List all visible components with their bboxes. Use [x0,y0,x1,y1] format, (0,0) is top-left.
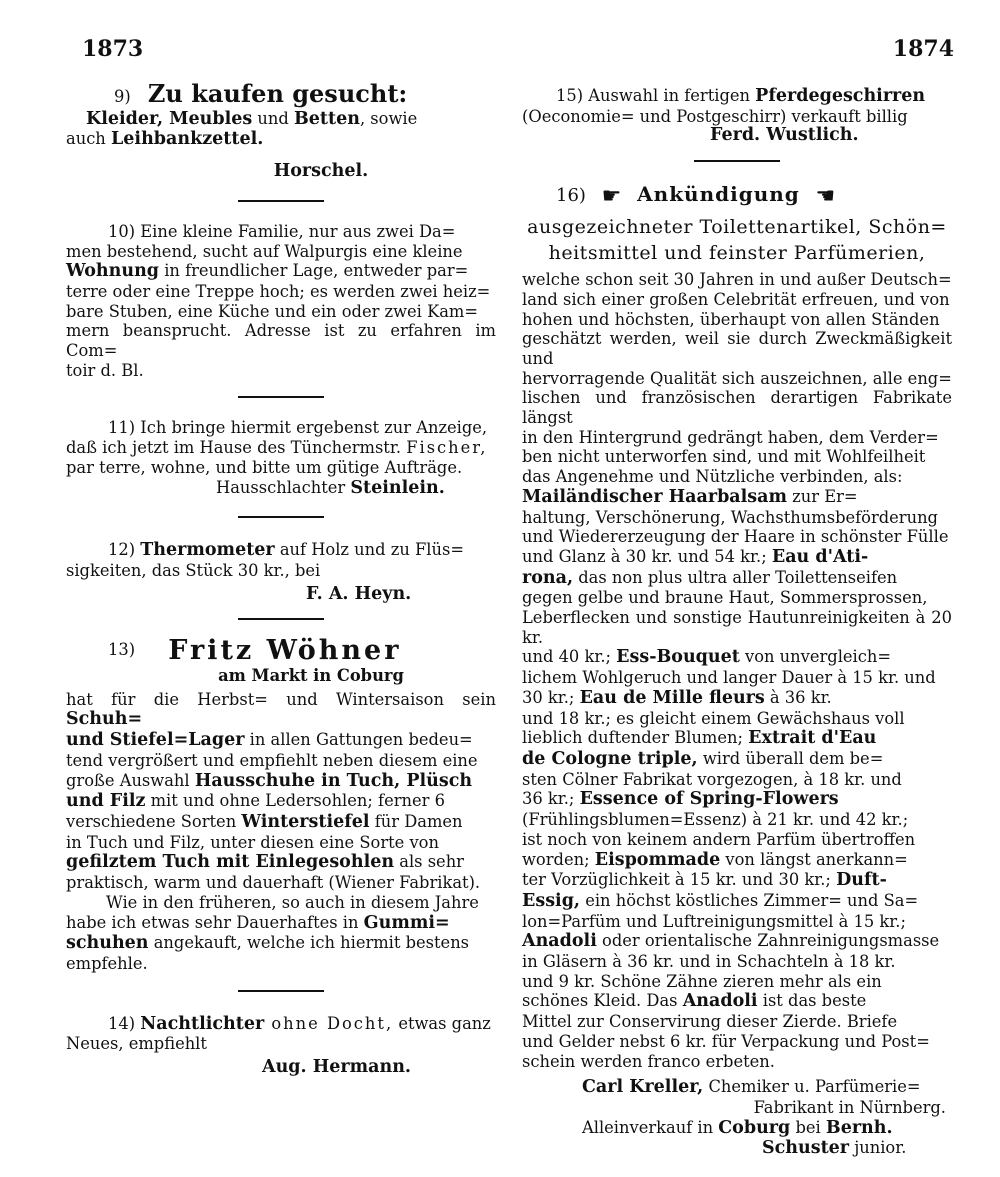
ad-title: Zu kaufen gesucht: [147,79,408,108]
shop-address: am Markt in Coburg [218,666,404,686]
section-divider [238,396,324,398]
page-number-right: 1874 [892,36,954,62]
ad-9 [66,79,496,182]
ad-signature: Aug. Hermann. [262,1057,412,1078]
ad-14: 14) Nachtlichter ohne Docht, etwas ganz Neues, empfiehlt Aug. Hermann. [66,1014,496,1078]
ad-16: 16) ☛ Ankündigung ☚ ausgezeichneter Toilettenartikel, Schön= heitsmittel und feinster Parfümerien, welche schon seit 30 Jahren in und außer Deutsch= land sich einer großen Celebrität erfreuen, und von hohen und höchsten, überhaupt von allen Ständen geschätzt werden, weil sie durch Zweckmäßigkeit und hervorragende Qualität sich auszeichnen, alle eng= lischen und französischen derartigen Fabrikate längst in den Hintergrund gedrängt haben, dem Verder= ben nicht unterworfen sind, und mit Wohlfeilheit das Angenehme und Nützliche verbinden, als: Mailändischer Haarbalsam zur Er= haltung, Verschönerung, Wachsthumsbeförderung und Wiedererzeugung der Haare in schönster Fülle und Glanz à 30 kr. und 54 kr.; Eau d'Ati- rona, das non plus ultra aller Toilettenseifen gegen gelbe und braune Haut, Sommersprossen, Leberflecken und sonstige Hautunreinigkeiten à 20 kr. und 40 kr.; Ess-Bouquet von unvergleich= lichem Wohlgeruch und langer Dauer à 15 kr. und 30 kr.; Eau de Mille fleurs à 36 kr. und 18 kr.; es gleicht einem Gewächshaus voll lieblich duftender Blumen; Extrait d'Eau de Cologne triple, wird überall dem be= sten Cölner Fabrikat vorgezogen, à 18 kr. und 36 kr.; Essence of Spring-Flowers (Frühlingsblumen=Essenz) à 21 kr. und 42 kr.; ist noch von keinem andern Parfüm übertroffen worden; Eispommade von längst anerkann= ter Vorzüglichkeit à 15 kr. und 30 kr.; Duft- Essig, ein höchst köstliches Zimmer= und Sa= lon=Parfüm und Luftreinigungsmittel à 15 kr.; Anadoli oder orientalische Zahnreinigungsmasse in Gläsern à 36 kr. und in Schachteln à 18 kr. und 9 kr. Schöne Zähne zieren mehr als ein schönes Kleid. Das Anadoli ist das beste Mittel zur Conservirung dieser Zierde. Briefe und Gelder nebst 6 kr. für Verpackung und Post= schein werden franco erbeten. Carl Kreller, Chemiker u. Parfümerie= Fabrikant in Nürnberg. Alleinverkauf in Coburg bei Bernh. Schuster junior. [522,182,952,1159]
ad-signature: F. A. Heyn. [306,583,412,604]
section-divider [238,516,324,518]
section-divider [694,160,780,162]
page-number-left: 1873 [82,36,144,62]
pointing-hand-left-icon: ☚ [815,184,836,210]
right-column [522,86,952,1159]
ad-signature: Hausschlachter Steinlein. [216,477,445,498]
section-divider [238,618,324,620]
ad-13: 13) Fritz Wöhner am Markt in Coburg hat für die Herbst= und Wintersaison sein Schuh= und Stiefel=Lager in allen Gattungen bedeu= tend vergrößert und empfiehlt neben diesem eine große Auswahl Hausschuhe in Tuch, Plüsch und Filz mit und ohne Ledersohlen; ferner 6 verschiedene Sorten Winterstiefel für Damen in Tuch und Filz, unter diesen eine Sorte von gefilztem Tuch mit Einlegesohlen als sehr praktisch, warm und dauerhaft (Wiener Fabrikat). Wie in den früheren, so auch in diesem Jahre habe ich etwas sehr Dauerhaftes in Gummi= schuhen angekauft, welche ich hiermit bestens empfehle. [66,635,496,973]
shop-name: Fritz Wöhner [168,635,402,667]
ad-signature: Horschel. [273,161,369,182]
ad-body: welche schon seit 30 Jahren in und außer Deutsch= land sich einer großen Celebrität erfreuen, und von hohen und höchsten, überhaupt von allen Ständen geschätzt werden, weil sie durch Zweckmäßigkeit und hervorragende Qualität sich auszeichnen, alle eng= lischen und französischen derartigen Fabrikate längst in den Hintergrund gedrängt haben, dem Verder= ben nicht unterworfen sind, und mit Wohlfeilheit das Angenehme und Nützliche verbinden, als: Mailändischer Haarbalsam zur Er= haltung, Verschönerung, Wachsthumsbeförderung und Wiedererzeugung der Haare in schönster Fülle und Glanz à 30 kr. und 54 kr.; Eau d'Ati- rona, das non plus ultra aller Toilettenseifen gegen gelbe und braune Haut, Sommersprossen, Leberflecken und sonstige Hautunreinigkeiten à 20 kr. und 40 kr.; Ess-Bouquet von unvergleich= lichem Wohlgeruch und langer Dauer à 15 kr. und 30 kr.; Eau de Mille fleurs à 36 kr. und 18 kr.; es gleicht einem Gewächshaus voll lieblich duftender Blumen; Extrait d'Eau de Cologne triple, wird überall dem be= sten Cölner Fabrikat vorgezogen, à 18 kr. und 36 kr.; Essence of Spring-Flowers (Frühlingsblumen=Essenz) à 21 kr. und 42 kr.; ist noch von keinem andern Parfüm übertroffen worden; Eispommade von längst anerkann= ter Vorzüglichkeit à 15 kr. und 30 kr.; Duft- Essig, ein höchst köstliches Zimmer= und Sa= lon=Parfüm und Luftreinigungsmittel à 15 kr.; Anadoli oder orientalische Zahnreinigungsmasse in Gläsern à 36 kr. und in Schachteln à 18 kr. und 9 kr. Schöne Zähne zieren mehr als ein schönes Kleid. Das Anadoli ist das beste Mittel zur Conservirung dieser Zierde. Briefe und Gelder nebst 6 kr. für Verpackung und Post= schein werden franco erbeten. [522,270,952,1071]
section-divider [238,200,324,202]
ad-signature: Carl Kreller, Chemiker u. Parfümerie= Fabrikant in Nürnberg. Alleinverkauf in Coburg bei Bernh. Schuster junior. [582,1077,946,1159]
pointing-hand-right-icon: ☛ [601,184,622,210]
ad-subtitle: ausgezeichneter Toilettenartikel, Schön= [527,216,947,239]
section-divider [238,990,324,992]
ad-signature: Ferd. Wustlich. [710,125,859,146]
ad-number: 9) [114,87,131,106]
ad-11: 11) Ich bringe hiermit ergebenst zur Anzeige, daß ich jetzt im Hause des Tünchermstr. Fischer, par terre, wohne, und bitte um gütige Aufträge. Hausschlachter Steinlein. [66,418,496,498]
ad-text: Kleider, Meubles und Betten, sowie [86,108,418,129]
ad-title: Ankündigung [637,182,800,207]
ad-12: 12) Thermometer auf Holz und zu Flüs= sigkeiten, das Stück 30 kr., bei F. A. Heyn. [66,540,496,604]
ad-subtitle: heitsmittel und feinster Parfümerien, [548,242,926,265]
left-column [66,79,496,1078]
ad-10: 10) Eine kleine Familie, nur aus zwei Da= men bestehend, sucht auf Walpurgis eine kleine Wohnung in freundlicher Lage, entweder par= terre oder eine Treppe hoch; es werden zwei heiz= bare Stuben, eine Küche und ein oder zwei Kam= mern beansprucht. Adresse ist zu erfahren im Com= toir d. Bl. [66,221,496,380]
ad-15: 15) Auswahl in fertigen Pferdegeschirren (Oeconomie= und Postgeschirr) verkauft billig Ferd. Wustlich. [522,86,952,146]
ad-text: auch Leihbankzettel. [66,129,264,150]
